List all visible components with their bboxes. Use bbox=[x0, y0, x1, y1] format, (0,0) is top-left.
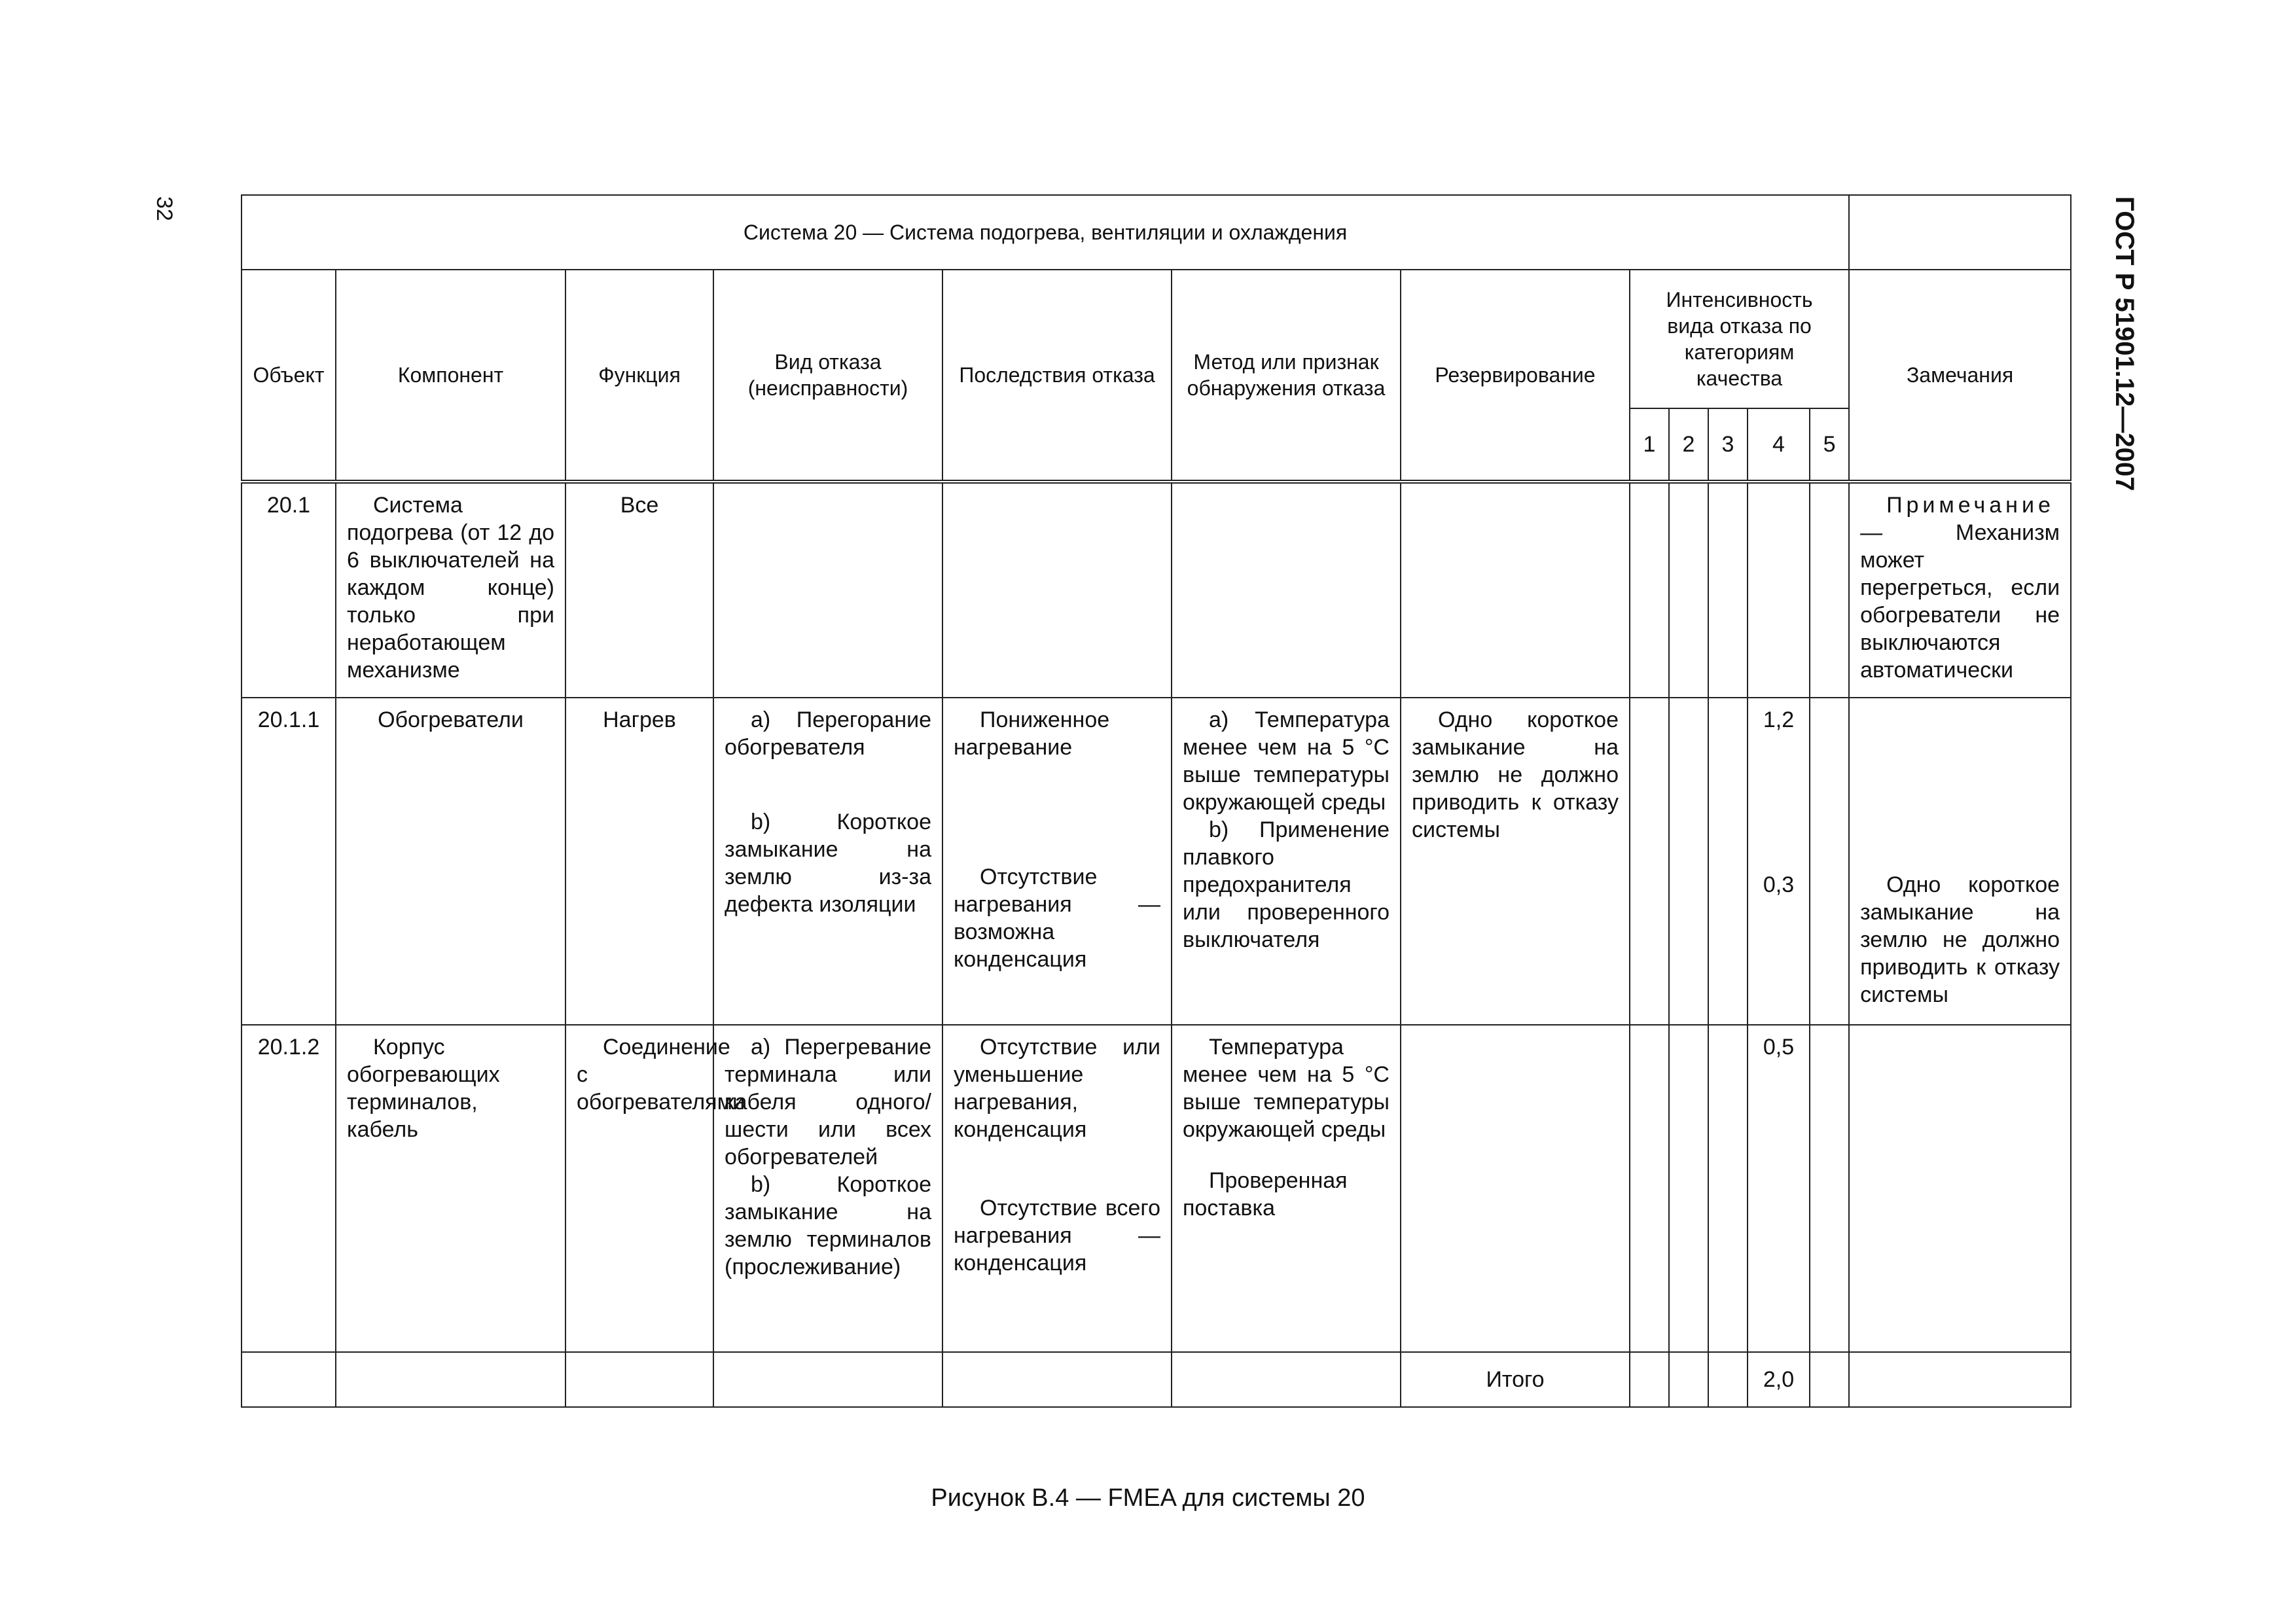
category-4-cell bbox=[1748, 482, 1810, 698]
failure-mode-b: b) Короткое замыкание на землю терминалов (прослеживание) bbox=[725, 1172, 931, 1279]
failure-mode-a: а) Перегорание обогревателя bbox=[725, 707, 931, 760]
object-cell: 20.1.2 bbox=[242, 1025, 336, 1352]
category-3-cell bbox=[1708, 1352, 1748, 1407]
table-row bbox=[242, 698, 2071, 1025]
component-cell bbox=[336, 1352, 565, 1407]
function-cell: Все bbox=[565, 482, 713, 698]
component-cell: Система подогрева (от 12 до 6 выключателей на каждом конце) только при неработающем механизме bbox=[336, 482, 565, 698]
remarks-cell: Одно короткое замыкание на землю не должно приводить к отказу системы bbox=[1849, 698, 2071, 1025]
effect-cell bbox=[942, 1352, 1172, 1407]
header-category-5: 5 bbox=[1810, 408, 1849, 482]
note-label: Примечание bbox=[1886, 493, 2054, 518]
total-category-4-value: 2,0 bbox=[1748, 1352, 1810, 1407]
redundancy-cell: Одно короткое замыкание на землю не должно приводить к отказу системы bbox=[1401, 698, 1630, 1025]
category-2-cell bbox=[1669, 482, 1708, 698]
header-function: Функция bbox=[565, 270, 713, 482]
detection-cell bbox=[1172, 1352, 1401, 1407]
table-row bbox=[242, 482, 2071, 698]
note-text: — Механизм может перегреться, если обогреватели не выключаются автоматически bbox=[1860, 520, 2060, 683]
header-remarks: Замечания bbox=[1849, 270, 2071, 482]
category-4-value-a: 1,2 bbox=[1763, 707, 1795, 732]
header-category-4: 4 bbox=[1748, 408, 1810, 482]
category-3-cell bbox=[1708, 482, 1748, 698]
detection-b: b) Применение плавкого предохранителя или проверенного выключателя bbox=[1183, 817, 1390, 952]
fmea-table bbox=[241, 194, 2072, 1408]
category-1-cell bbox=[1630, 1352, 1669, 1407]
category-5-cell bbox=[1810, 1352, 1849, 1407]
category-5-cell bbox=[1810, 482, 1849, 698]
header-object: Объект bbox=[242, 270, 336, 482]
header-category-3: 3 bbox=[1708, 408, 1748, 482]
detection-b: Проверенная поставка bbox=[1183, 1168, 1348, 1221]
failure-mode-cell bbox=[713, 1025, 942, 1352]
title-blank-cell bbox=[1849, 195, 2071, 270]
category-4-cell bbox=[1748, 698, 1810, 1025]
header-redundancy: Резервирование bbox=[1401, 270, 1630, 482]
function-cell: Соединение с обогревателями bbox=[565, 1025, 713, 1352]
header-effect: Последствия отказа bbox=[942, 270, 1172, 482]
detection-cell bbox=[1172, 482, 1401, 698]
category-5-cell bbox=[1810, 1025, 1849, 1352]
category-5-cell bbox=[1810, 698, 1849, 1025]
category-2-cell bbox=[1669, 1025, 1708, 1352]
category-1-cell bbox=[1630, 482, 1669, 698]
category-1-cell bbox=[1630, 1025, 1669, 1352]
category-1-cell bbox=[1630, 698, 1669, 1025]
header-category-2: 2 bbox=[1669, 408, 1708, 482]
category-3-cell bbox=[1708, 698, 1748, 1025]
effect-cell bbox=[942, 482, 1172, 698]
effect-a: Пониженное нагревание bbox=[954, 707, 1110, 760]
category-2-cell bbox=[1669, 698, 1708, 1025]
object-cell: 20.1.1 bbox=[242, 698, 336, 1025]
function-cell: Нагрев bbox=[565, 698, 713, 1025]
remarks-cell bbox=[1849, 482, 2071, 698]
effect-b: Отсутствие всего нагревания — конденсация bbox=[954, 1196, 1160, 1275]
component-cell: Обогреватели bbox=[336, 698, 565, 1025]
remarks-cell bbox=[1849, 1025, 2071, 1352]
header-category-1: 1 bbox=[1630, 408, 1669, 482]
category-2-cell bbox=[1669, 1352, 1708, 1407]
failure-mode-a: а) Перегревание терминала или кабеля одного/шести или всех обогревателей bbox=[725, 1035, 931, 1169]
function-cell bbox=[565, 1352, 713, 1407]
failure-mode-cell bbox=[713, 482, 942, 698]
total-label: Итого bbox=[1401, 1352, 1630, 1407]
detection-a: Температура менее чем на 5 °С выше температуры окружающей среды bbox=[1183, 1035, 1390, 1142]
header-intensity: Интенсивность вида отказа по категориям качества bbox=[1630, 270, 1849, 408]
effect-b: Отсутствие нагревания — возможна конденсация bbox=[954, 865, 1160, 972]
component-cell: Корпус обогревающих терминалов, кабель bbox=[336, 1025, 565, 1352]
effect-cell bbox=[942, 698, 1172, 1025]
figure-caption: Рисунок В.4 — FMEA для системы 20 bbox=[931, 1484, 1365, 1512]
redundancy-cell bbox=[1401, 482, 1630, 698]
document-code: ГОСТ Р 51901.12—2007 bbox=[2110, 196, 2139, 491]
page-number: 32 bbox=[152, 196, 177, 221]
table-title: Система 20 — Система подогрева, вентиляции и охлаждения bbox=[242, 195, 1849, 270]
failure-mode-cell bbox=[713, 1352, 942, 1407]
category-4-cell: 0,5 bbox=[1748, 1025, 1810, 1352]
detection-cell bbox=[1172, 1025, 1401, 1352]
detection-cell bbox=[1172, 698, 1401, 1025]
detection-a: а) Температура менее чем на 5 °С выше температуры окружающей среды bbox=[1183, 707, 1390, 815]
total-row bbox=[242, 1352, 2071, 1407]
object-cell bbox=[242, 1352, 336, 1407]
object-cell: 20.1 bbox=[242, 482, 336, 698]
category-3-cell bbox=[1708, 1025, 1748, 1352]
effect-a: Отсутствие или уменьшение нагревания, конденсация bbox=[954, 1035, 1160, 1142]
table-row bbox=[242, 1025, 2071, 1352]
remarks-cell bbox=[1849, 1352, 2071, 1407]
failure-mode-b: b) Короткое замыкание на землю из-за дефекта изоляции bbox=[725, 810, 931, 917]
header-detection: Метод или признак обнаружения отказа bbox=[1172, 270, 1401, 482]
header-failure-mode: Вид отказа (неисправности) bbox=[713, 270, 942, 482]
header-component: Компонент bbox=[336, 270, 565, 482]
category-4-value-b: 0,3 bbox=[1763, 872, 1795, 897]
redundancy-cell bbox=[1401, 1025, 1630, 1352]
failure-mode-cell bbox=[713, 698, 942, 1025]
effect-cell bbox=[942, 1025, 1172, 1352]
